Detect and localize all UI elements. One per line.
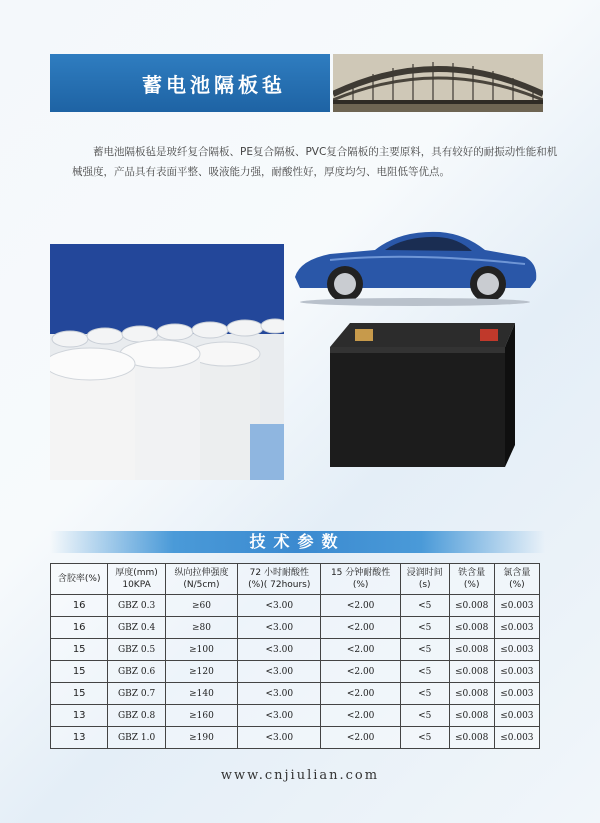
cell-acid15m: <2.00	[321, 727, 400, 749]
cell-thickness: GBZ 0.8	[108, 705, 165, 727]
cell-chlorine: ≤0.003	[494, 727, 539, 749]
cell-acid15m: <2.00	[321, 617, 400, 639]
separator-mat-rolls-photo	[50, 244, 284, 480]
col-header-tensile: 纵向拉伸强度 (N/5cm)	[165, 564, 237, 595]
cell-iron: ≤0.008	[449, 727, 494, 749]
table-row	[51, 683, 540, 705]
cell-tensile: ≥160	[165, 705, 237, 727]
cell-wetting: <5	[400, 683, 449, 705]
cell-acid72h: <3.00	[238, 705, 321, 727]
cell-iron: ≤0.008	[449, 639, 494, 661]
cell-thickness: GBZ 1.0	[108, 727, 165, 749]
cell-tensile: ≥100	[165, 639, 237, 661]
cell-wetting: <5	[400, 727, 449, 749]
cell-chlorine: ≤0.003	[494, 639, 539, 661]
intro-paragraph: 蓄电池隔板毡是玻纤复合隔板、PE复合隔板、PVC复合隔板的主要原料，具有较好的耐振动性能和机械强度，产品具有表面平整、吸液能力强，耐酸性好，厚度均匀、电阻低等优点。	[72, 146, 558, 178]
table-header-row	[51, 564, 540, 595]
cell-thickness: GBZ 0.3	[108, 595, 165, 617]
cell-iron: ≤0.008	[449, 683, 494, 705]
cell-iron: ≤0.008	[449, 705, 494, 727]
page-title: 蓄电池隔板毡	[142, 72, 286, 97]
cell-acid72h: <3.00	[238, 595, 321, 617]
cell-iron: ≤0.008	[449, 595, 494, 617]
cell-thickness: GBZ 0.7	[108, 683, 165, 705]
title-banner	[50, 54, 330, 112]
cell-tensile: ≥120	[165, 661, 237, 683]
cell-acid15m: <2.00	[321, 661, 400, 683]
cell-chlorine: ≤0.003	[494, 595, 539, 617]
table-row	[51, 705, 540, 727]
cell-acid15m: <2.00	[321, 639, 400, 661]
col-header-wetting: 浸润时间 (s)	[400, 564, 449, 595]
cell-glue: 13	[51, 727, 108, 749]
cell-acid15m: <2.00	[321, 705, 400, 727]
black-battery-photo	[320, 315, 520, 475]
table-row	[51, 617, 540, 639]
cell-tensile: ≥80	[165, 617, 237, 639]
cell-thickness: GBZ 0.6	[108, 661, 165, 683]
cell-tensile: ≥60	[165, 595, 237, 617]
cell-glue: 16	[51, 617, 108, 639]
cell-wetting: <5	[400, 595, 449, 617]
col-header-chlorine: 氯含量 (%)	[494, 564, 539, 595]
cell-acid72h: <3.00	[238, 617, 321, 639]
col-header-acid72h: 72 小时耐酸性 (%)( 72hours)	[238, 564, 321, 595]
cell-thickness: GBZ 0.4	[108, 617, 165, 639]
cell-acid72h: <3.00	[238, 639, 321, 661]
cell-wetting: <5	[400, 639, 449, 661]
blue-sports-car-photo	[290, 222, 540, 307]
cell-chlorine: ≤0.003	[494, 661, 539, 683]
cell-iron: ≤0.008	[449, 661, 494, 683]
cell-acid72h: <3.00	[238, 727, 321, 749]
spec-heading: 技术参数	[50, 531, 545, 553]
cell-acid72h: <3.00	[238, 683, 321, 705]
bridge-photo	[333, 54, 543, 112]
cell-glue: 15	[51, 683, 108, 705]
table-row	[51, 661, 540, 683]
table-row	[51, 727, 540, 749]
col-header-glue: 含胶率(%)	[51, 564, 108, 595]
cell-thickness: GBZ 0.5	[108, 639, 165, 661]
cell-glue: 15	[51, 639, 108, 661]
cell-glue: 16	[51, 595, 108, 617]
website-url: www.cnjiulian.com	[220, 768, 380, 783]
cell-acid15m: <2.00	[321, 595, 400, 617]
table-row	[51, 595, 540, 617]
spec-table	[50, 563, 540, 749]
cell-iron: ≤0.008	[449, 617, 494, 639]
cell-glue: 15	[51, 661, 108, 683]
table-row	[51, 639, 540, 661]
col-header-acid15m: 15 分钟耐酸性 (%)	[321, 564, 400, 595]
cell-glue: 13	[51, 705, 108, 727]
col-header-thickness: 厚度(mm) 10KPA	[108, 564, 165, 595]
cell-wetting: <5	[400, 705, 449, 727]
cell-wetting: <5	[400, 617, 449, 639]
cell-chlorine: ≤0.003	[494, 705, 539, 727]
cell-wetting: <5	[400, 661, 449, 683]
cell-tensile: ≥190	[165, 727, 237, 749]
cell-tensile: ≥140	[165, 683, 237, 705]
cell-chlorine: ≤0.003	[494, 617, 539, 639]
cell-acid15m: <2.00	[321, 683, 400, 705]
col-header-iron: 铁含量 (%)	[449, 564, 494, 595]
cell-acid72h: <3.00	[238, 661, 321, 683]
cell-chlorine: ≤0.003	[494, 683, 539, 705]
